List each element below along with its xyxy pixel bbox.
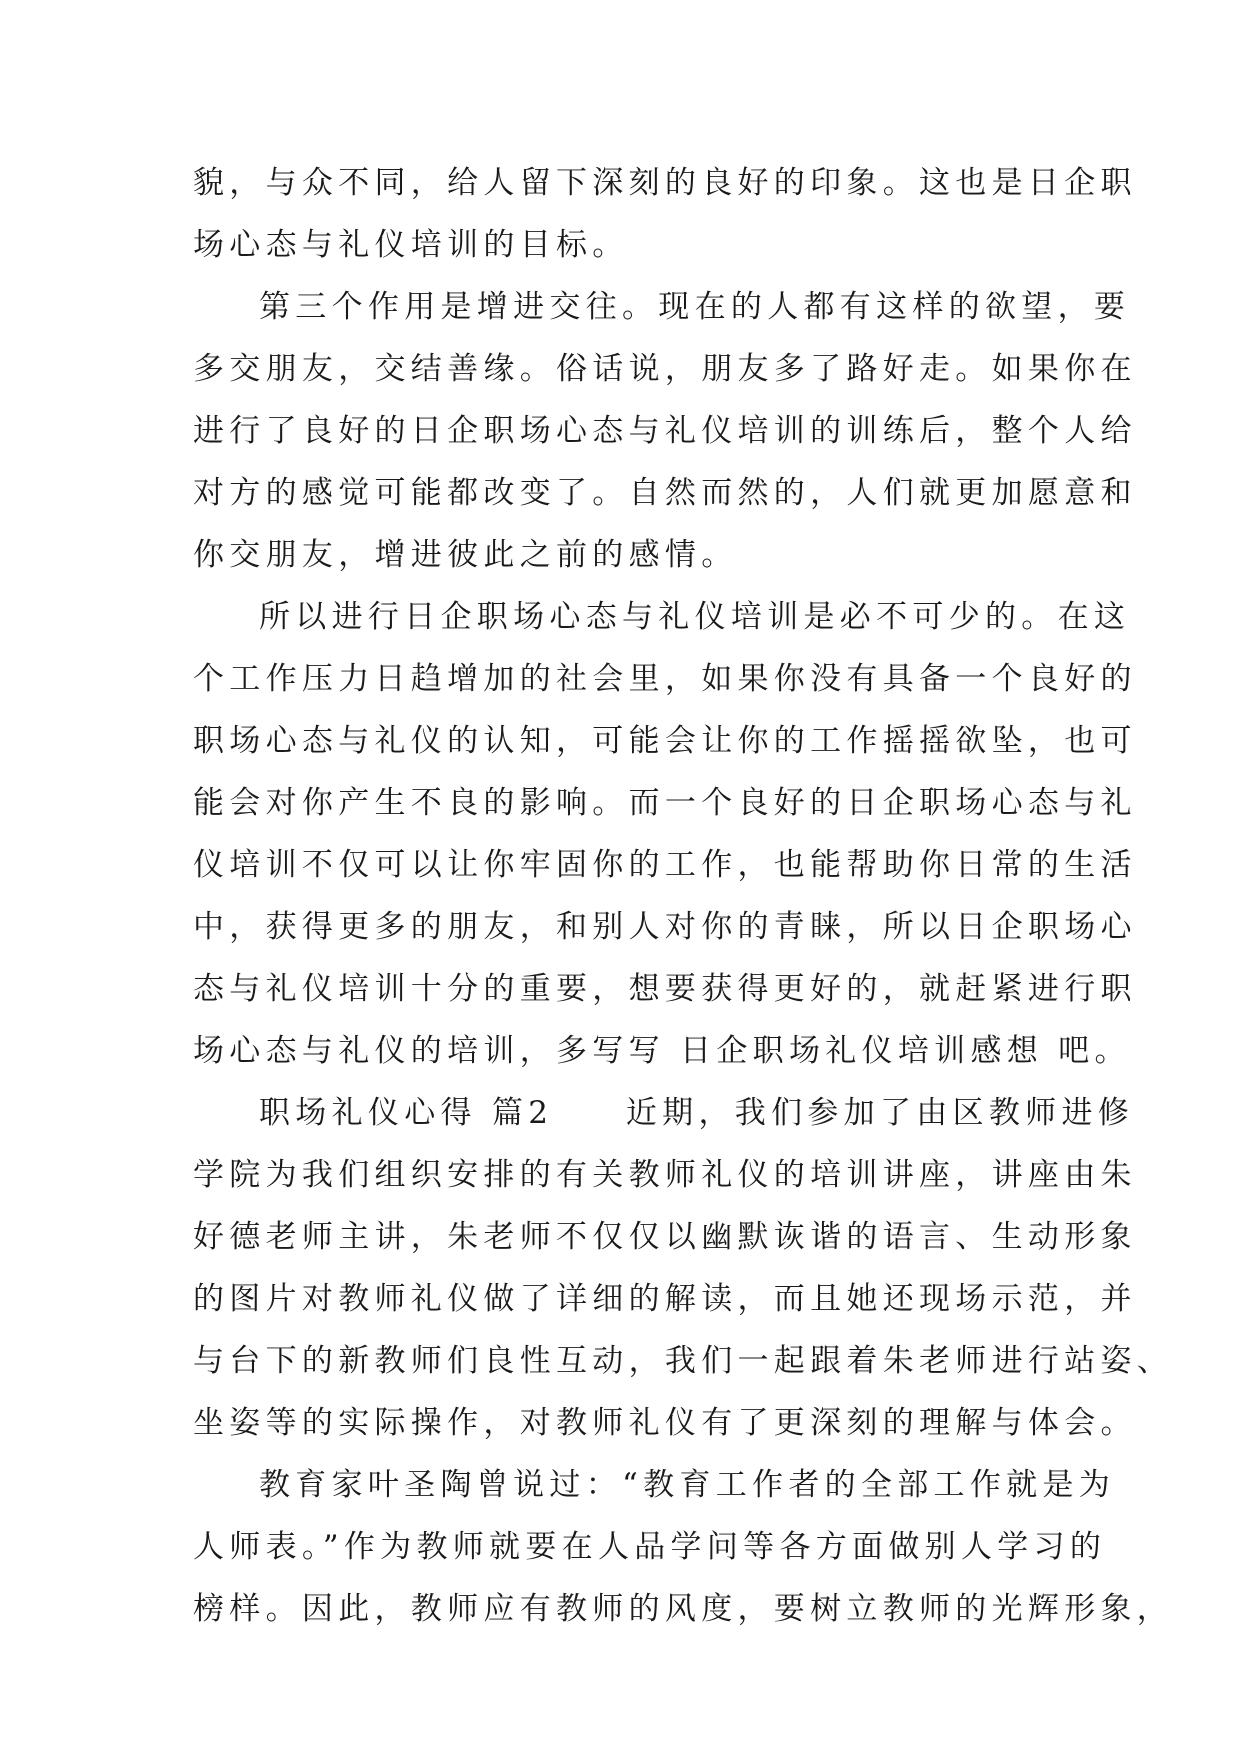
text-line: 人师表。”作为教师就要在人品学问等各方面做别人学习的 (193, 1529, 1107, 1565)
text-line: 貌，与众不同，给人留下深刻的良好的印象。这也是日企职 (193, 165, 1137, 201)
text-line: 第三个作用是增进交往。现在的人都有这样的欲望，要 (259, 289, 1131, 325)
text-line: 坐姿等的实际操作，对教师礼仪有了更深刻的理解与体会。 (193, 1405, 1137, 1441)
text-line: 所以进行日企职场心态与礼仪培训是必不可少的。在这 (259, 599, 1131, 635)
text-line: 场心态与礼仪培训的目标。 (193, 227, 629, 263)
text-line: 职场心态与礼仪的认知，可能会让你的工作摇摇欲坠，也可 (193, 723, 1137, 759)
document-body (193, 152, 1174, 1640)
text-line: 职场礼仪心得 篇2 近期，我们参加了由区教师进修 (259, 1095, 1135, 1131)
text-line: 与台下的新教师们良性互动，我们一起跟着朱老师进行站姿、 (193, 1343, 1174, 1379)
text-line: 态与礼仪培训十分的重要，想要获得更好的，就赶紧进行职 (193, 971, 1137, 1007)
text-line: 多交朋友，交结善缘。俗话说，朋友多了路好走。如果你在 (193, 351, 1137, 387)
text-line: 的图片对教师礼仪做了详细的解读，而且她还现场示范，并 (193, 1281, 1137, 1317)
text-line: 个工作压力日趋增加的社会里，如果你没有具备一个良好的 (193, 661, 1137, 697)
text-line: 能会对你产生不良的影响。而一个良好的日企职场心态与礼 (193, 785, 1137, 821)
text-line: 对方的感觉可能都改变了。自然而然的，人们就更加愿意和 (193, 475, 1137, 511)
text-line: 榜样。因此，教师应有教师的风度，要树立教师的光辉形象， (193, 1591, 1174, 1627)
text-line: 中，获得更多的朋友，和别人对你的青睐，所以日企职场心 (193, 909, 1137, 945)
text-line: 教育家叶圣陶曾说过：“教育工作者的全部工作就是为 (259, 1467, 1116, 1503)
text-line: 进行了良好的日企职场心态与礼仪培训的训练后，整个人给 (193, 413, 1137, 449)
text-line: 好德老师主讲，朱老师不仅仅以幽默诙谐的语言、生动形象 (193, 1219, 1137, 1255)
text-line: 场心态与礼仪的培训，多写写 日企职场礼仪培训感想 吧。 (193, 1033, 1131, 1069)
text-line: 仪培训不仅可以让你牢固你的工作，也能帮助你日常的生活 (193, 847, 1137, 883)
text-line: 你交朋友，增进彼此之前的感情。 (193, 537, 738, 573)
text-line: 学院为我们组织安排的有关教师礼仪的培训讲座，讲座由朱 (193, 1157, 1137, 1193)
